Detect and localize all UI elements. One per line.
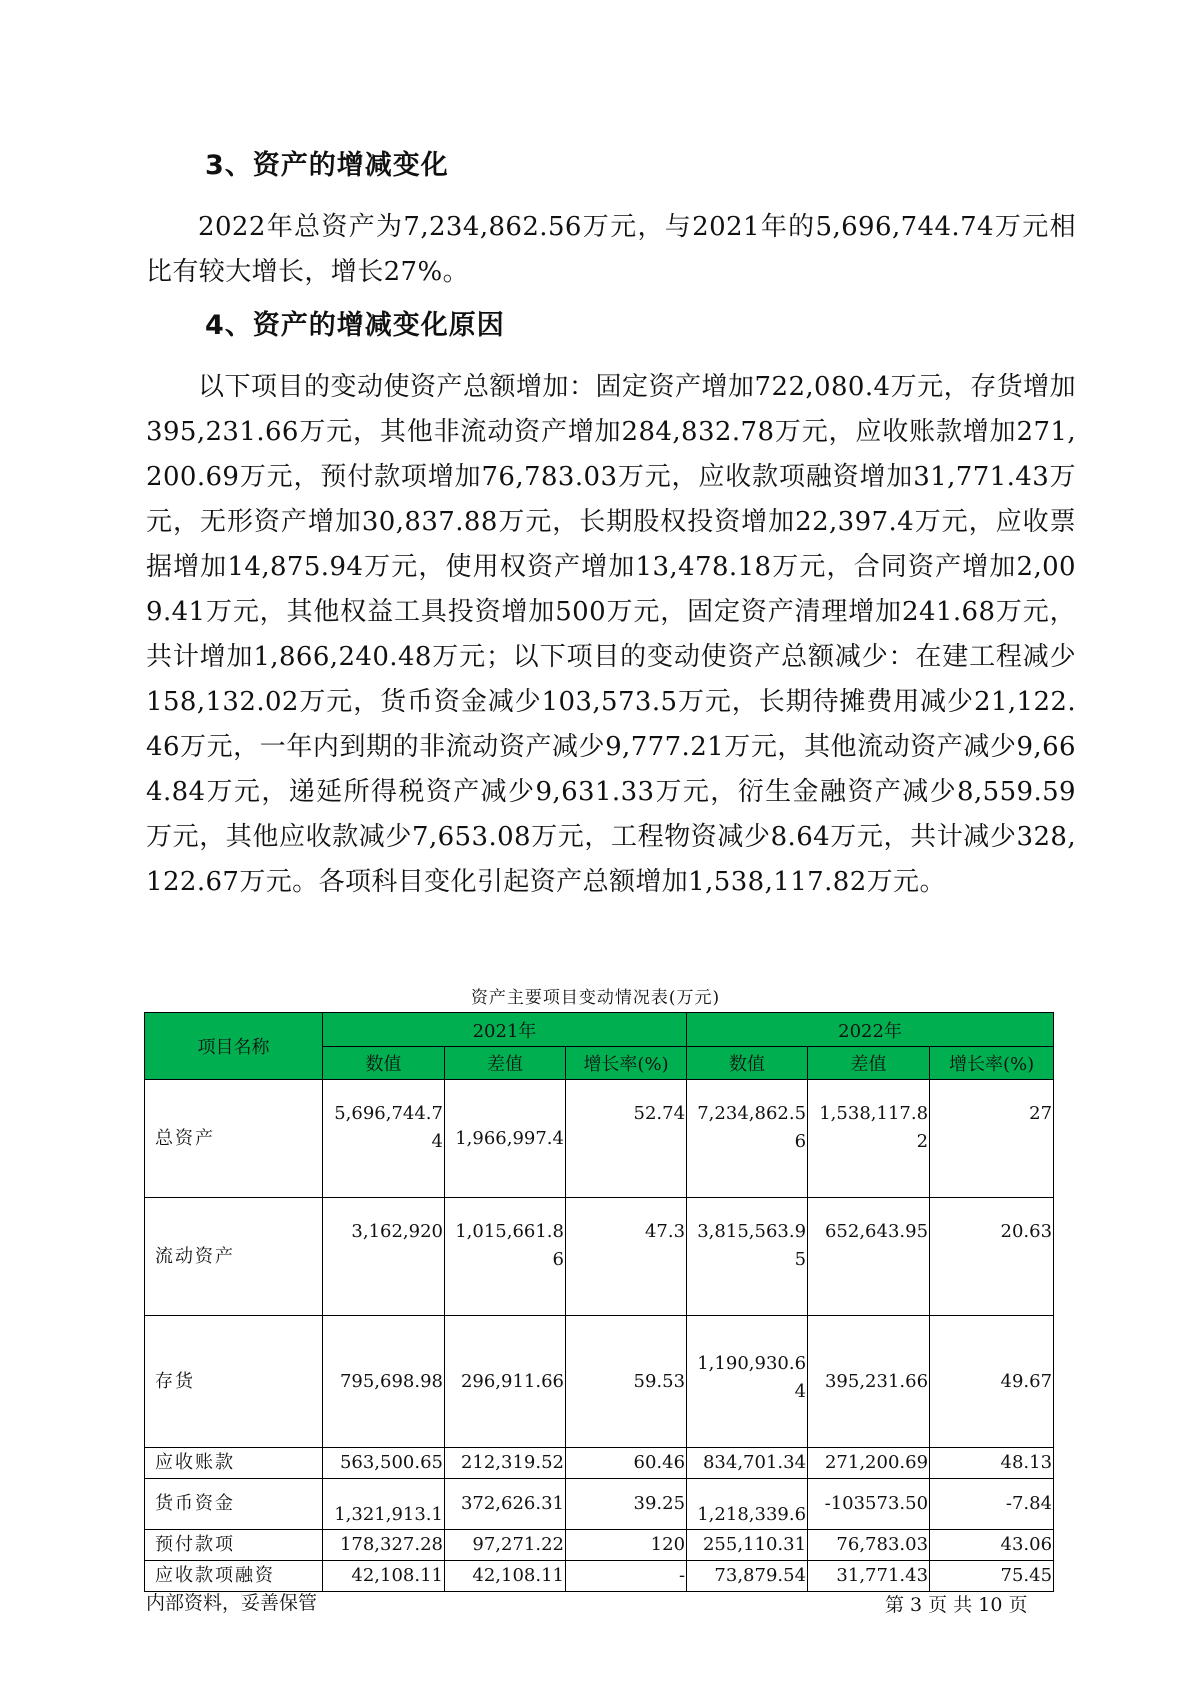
cell-value-2022: 834,701.34 <box>687 1448 808 1479</box>
cell-diff-2021: 1,015,661.86 <box>445 1198 566 1316</box>
table-row <box>145 1080 1054 1198</box>
footer-confidential-note: 内部资料，妥善保管 <box>146 1592 318 1614</box>
row-name: 总资产 <box>145 1080 323 1198</box>
table-row <box>145 1198 1054 1316</box>
cell-value-2021: 1,321,913.1 <box>323 1479 445 1530</box>
row-name: 应收款项融资 <box>145 1561 323 1592</box>
cell-rate-2021: 120 <box>566 1530 687 1561</box>
cell-value-2022: 7,234,862.56 <box>687 1080 808 1198</box>
cell-rate-2021: 39.25 <box>566 1479 687 1530</box>
row-name: 流动资产 <box>145 1198 323 1316</box>
header-diff-2022: 差值 <box>808 1047 930 1080</box>
row-name: 应收账款 <box>145 1448 323 1479</box>
cell-diff-2022: 652,643.95 <box>808 1198 930 1316</box>
cell-diff-2022: 31,771.43 <box>808 1561 930 1592</box>
header-value-2022: 数值 <box>687 1047 808 1080</box>
header-year-2022: 2022年 <box>687 1013 1054 1047</box>
row-name: 预付款项 <box>145 1530 323 1561</box>
cell-rate-2021: - <box>566 1561 687 1592</box>
cell-value-2021: 178,327.28 <box>323 1530 445 1561</box>
cell-value-2022: 1,218,339.6 <box>687 1479 808 1530</box>
cell-rate-2022: -7.84 <box>930 1479 1054 1530</box>
cell-rate-2022: 75.45 <box>930 1561 1054 1592</box>
cell-diff-2022: -103573.50 <box>808 1479 930 1530</box>
section-3-heading: 3、资产的增减变化 <box>205 150 449 181</box>
header-value-2021: 数值 <box>323 1047 445 1080</box>
cell-diff-2022: 271,200.69 <box>808 1448 930 1479</box>
header-rate-2021: 增长率(%) <box>566 1047 687 1080</box>
cell-rate-2022: 49.67 <box>930 1316 1054 1448</box>
asset-change-table <box>144 1012 1054 1592</box>
cell-value-2021: 563,500.65 <box>323 1448 445 1479</box>
cell-rate-2022: 27 <box>930 1080 1054 1198</box>
table-row <box>145 1448 1054 1479</box>
section-4-paragraph: 以下项目的变动使资产总额增加：固定资产增加722,080.4万元，存货增加395,231.66万元，其他非流动资产增加284,832.78万元，应收账款增加271,200.69万元，预付款项增加76,783.03万元，应收款项融资增加31,771.43万元，无形资产增加30,837.88万元，长期股权投资增加22,397.4万元，应收票据增加14,875.94万元，使用权资产增加13,478.18万元，合同资产增加2,009.41万元，其他权益工具投资增加500万元，固定资产清理增加241.68万元，共计增加1,866,240.48万元；以下项目的变动使资产总额减少：在建工程减少158,132.02万元，货币资金减少103,573.5万元，长期待摊费用减少21,122.46万元，一年内到期的非流动资产减少9,777.21万元，其他流动资产减少9,664.84万元，递延所得税资产减少9,631.33万元，衍生金融资产减少8,559.59万元，其他应收款减少7,653.08万元，工程物资减少8.64万元，共计减少328,122.67万元。各项科目变化引起资产总额增加1,538,117.82万元。 <box>146 372 1076 897</box>
cell-diff-2021: 372,626.31 <box>445 1479 566 1530</box>
row-name: 货币资金 <box>145 1479 323 1530</box>
cell-diff-2021: 1,966,997.4 <box>445 1080 566 1198</box>
row-name: 存货 <box>145 1316 323 1448</box>
cell-value-2021: 3,162,920 <box>323 1198 445 1316</box>
cell-rate-2021: 52.74 <box>566 1080 687 1198</box>
header-diff-2021: 差值 <box>445 1047 566 1080</box>
cell-value-2021: 42,108.11 <box>323 1561 445 1592</box>
cell-value-2021: 795,698.98 <box>323 1316 445 1448</box>
cell-value-2021: 5,696,744.74 <box>323 1080 445 1198</box>
cell-diff-2021: 212,319.52 <box>445 1448 566 1479</box>
section-4-heading: 4、资产的增减变化原因 <box>205 310 505 341</box>
cell-value-2022: 73,879.54 <box>687 1561 808 1592</box>
footer-page-number: 第 3 页 共 10 页 <box>885 1594 1028 1616</box>
table-row <box>145 1530 1054 1561</box>
cell-value-2022: 255,110.31 <box>687 1530 808 1561</box>
cell-rate-2021: 59.53 <box>566 1316 687 1448</box>
cell-diff-2021: 296,911.66 <box>445 1316 566 1448</box>
cell-diff-2022: 395,231.66 <box>808 1316 930 1448</box>
header-rate-2022: 增长率(%) <box>930 1047 1054 1080</box>
cell-value-2022: 3,815,563.95 <box>687 1198 808 1316</box>
table-caption: 资产主要项目变动情况表(万元) <box>470 988 721 1008</box>
section-3-paragraph: 2022年总资产为7,234,862.56万元，与2021年的5,696,744.74万元相比有较大增长，增长27%。 <box>146 212 1076 287</box>
cell-rate-2021: 47.3 <box>566 1198 687 1316</box>
cell-rate-2022: 43.06 <box>930 1530 1054 1561</box>
cell-diff-2022: 1,538,117.82 <box>808 1080 930 1198</box>
header-year-2021: 2021年 <box>323 1013 687 1047</box>
table-header-row <box>145 1013 1054 1047</box>
cell-diff-2022: 76,783.03 <box>808 1530 930 1561</box>
cell-rate-2022: 48.13 <box>930 1448 1054 1479</box>
cell-rate-2022: 20.63 <box>930 1198 1054 1316</box>
header-item-name: 项目名称 <box>145 1013 323 1080</box>
cell-value-2022: 1,190,930.64 <box>687 1316 808 1448</box>
table-row <box>145 1561 1054 1592</box>
cell-diff-2021: 97,271.22 <box>445 1530 566 1561</box>
table-row <box>145 1479 1054 1530</box>
cell-diff-2021: 42,108.11 <box>445 1561 566 1592</box>
table-row <box>145 1316 1054 1448</box>
cell-rate-2021: 60.46 <box>566 1448 687 1479</box>
